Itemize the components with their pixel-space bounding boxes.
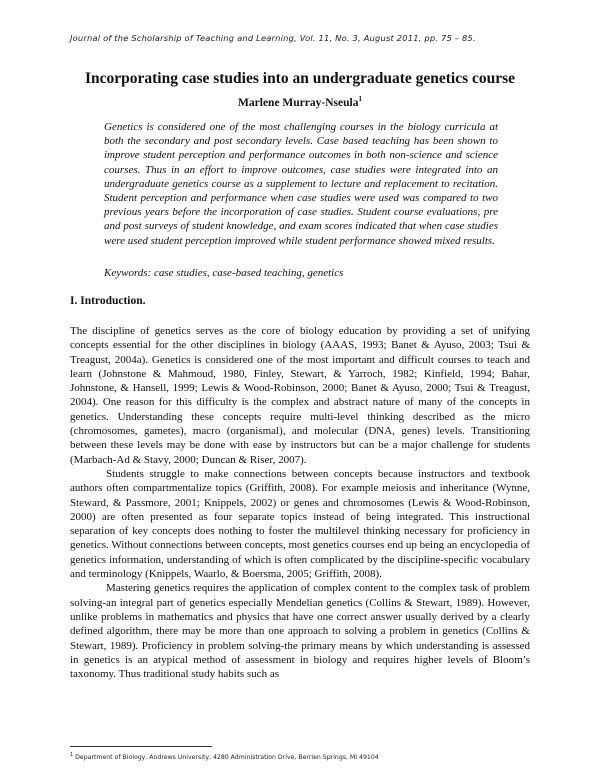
footnote-divider [70,746,212,747]
paragraph-2: Students struggle to make connections between concepts because instructors and textbook authors often compartmentalize topics (Griffith, 2008). For example meiosis and inheritance (Wynne, Steward, & Passmore, 2001; Knippels, 2002) or genes and chromosomes (Lewis & Wood-Robinson, 2000) are often presented as four separate topics instead of being integrated. This instructional separation of key concepts does nothing to foster the multilevel thinking necessary for proficiency in genetics. Without connections between concepts, most genetics courses end up being an encyclopedia of genetics information, understanding of which is often complicated by the discipline-specific vocabulary and terminology (Knippels, Waarlo, & Boersma, 2005; Griffith, 2008). [70,467,530,581]
footnote [70,752,540,761]
author-name: Marlene Murray-Nseula [238,96,359,109]
author-line [60,95,540,109]
abstract: Genetics is considered one of the most challenging courses in the biology curricula at both the secondary and post secondary levels. Case based teaching has been shown to improve student perception and performance outcomes in both non-science and science courses. Thus in an effort to improve outcomes, case studies were integrated into an undergraduate genetics course as a supplement to lecture and replacement to recitation. Student perception and performance when case studies were used was compared to two previous years before the incorporation of case studies. Student course evaluations, pre and post surveys of student knowledge, and exam scores indicated that when case studies were used student perception improved while student performance showed mixed results. [104,121,498,247]
paper-title: Incorporating case studies into an undergraduate genetics course [84,70,516,87]
keywords: Keywords: case studies, case-based teaching, genetics [104,267,344,279]
paragraph-3: Mastering genetics requires the application of complex content to the complex task of problem solving-an integral part of genetics especially Mendelian genetics (Collins & Stewart, 1989). However, unlike problems in mathematics and physics that have one correct answer usually derived by a clearly defined algorithm, there may be more than one approach to solving a problem in genetics (Collins & Stewart, 1989). Proficiency in problem solving-the primary means by which understanding is assessed in genetics is an atypical method of assessment in biology and requires higher levels of Bloom’s taxonomy. Thus traditional study habits such as [70,582,530,681]
section-heading-introduction: I. Introduction. [70,295,146,307]
paragraph-1: The discipline of genetics serves as the core of biology education by providing a set of unifying concepts essential for the other disciplines in biology (AAAS, 1993; Banet & Ayuso, 2003; Tsui & Treagust, 2004a). Genetics is considered one of the most important and difficult courses to teach and learn (Johnstone & Mahmoud, 1980, Finley, Stewart, & Yarroch, 1982; Kinfield, 1994; Bahar, Johnstone, & Hansell, 1999; Lewis & Wood-Robinson, 2000; Banet & Ayuso, 2000; Tsui & Treagust, 2004). One reason for this difficulty is the complex and abstract nature of many of the concepts in genetics. Understanding these concepts require multi-level thinking described as the micro (chromosomes, gametes), macro (organismal), and molecular (DNA, genes) levels. Transitioning between these levels may be done with ease by instructors but can be a major challenge for students (Marbach-Ad & Stavy, 2000; Duncan & Riser, 2007). [70,325,530,466]
footnote-mark: 1 [70,752,74,758]
body-text [70,324,530,681]
footnote-text: Department of Biology, Andrews University, 4280 Administration Drive, Berrien Springs, MI 49104 [75,754,379,762]
author-footnote-mark: 1 [358,95,362,103]
journal-header: Journal of the Scholarship of Teaching and Learning, Vol. 11, No. 3, August 2011, pp. 75 – 85. [70,33,476,43]
